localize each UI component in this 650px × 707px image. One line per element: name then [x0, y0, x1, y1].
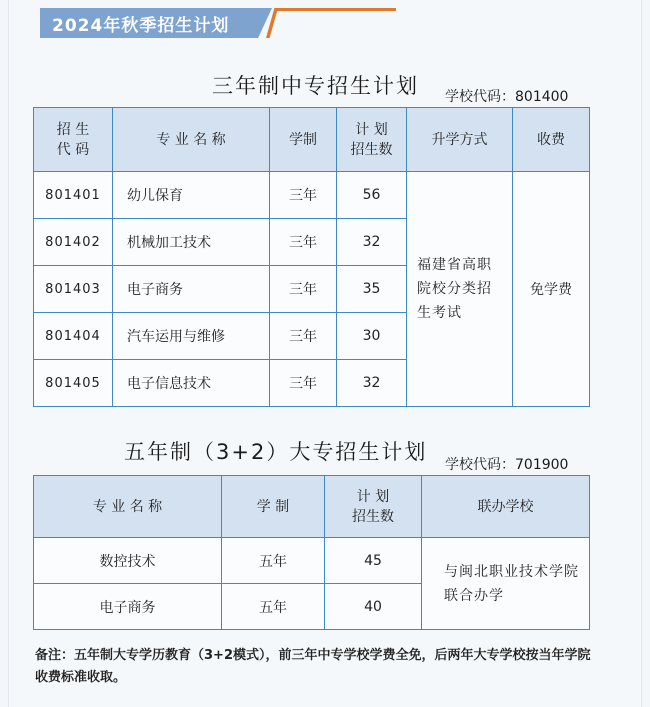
- duration: 三年: [270, 172, 337, 219]
- major-name: 电子商务: [34, 584, 222, 630]
- header-major-name: 专 业 名 称: [113, 108, 270, 172]
- major-name: 电子商务: [113, 266, 270, 313]
- header-enroll-code-line1: 招 生: [56, 121, 90, 138]
- plan2-header-row: [34, 476, 590, 538]
- plan-count: 32: [337, 219, 407, 266]
- plan-count: 40: [325, 584, 422, 630]
- enroll-code: 801405: [34, 360, 113, 407]
- duration: 三年: [270, 266, 337, 313]
- duration: 五年: [222, 584, 325, 630]
- header-duration: 学 制: [222, 476, 325, 538]
- header-enroll-code-line2: 代 码: [56, 141, 90, 158]
- partner-school: 与闽北职业技术学院联合办学: [422, 538, 590, 630]
- table-row: [34, 538, 590, 584]
- header-plan-count-line2: 招生数: [350, 141, 393, 158]
- major-name: 数控技术: [34, 538, 222, 584]
- header-plan-count-line1: 计 划: [355, 121, 388, 138]
- admission-method: 福建省高职院校分类招生考试: [407, 172, 513, 407]
- banner-accent-line: [276, 8, 396, 11]
- plan-count: 45: [325, 538, 422, 584]
- enroll-code: 801402: [34, 219, 113, 266]
- duration: 三年: [270, 219, 337, 266]
- major-name: 汽车运用与维修: [113, 313, 270, 360]
- header-admission-method: 升学方式: [407, 108, 513, 172]
- plan1-title: 三年制中专招生计划: [212, 74, 419, 98]
- plan1-header-row: [34, 108, 590, 172]
- header-fee: 收费: [513, 108, 590, 172]
- enroll-code: 801401: [34, 172, 113, 219]
- duration: 三年: [270, 313, 337, 360]
- enroll-code: 801403: [34, 266, 113, 313]
- header-partner-school: 联办学校: [422, 476, 590, 538]
- fee-value: 免学费: [513, 172, 590, 407]
- plan2-table: [33, 475, 590, 630]
- plan-count: 32: [337, 360, 407, 407]
- plan2-school-code: 学校代码：701900: [445, 457, 569, 473]
- header-duration: 学制: [270, 108, 337, 172]
- plan-count: 35: [337, 266, 407, 313]
- major-name: 机械加工技术: [113, 219, 270, 266]
- plan-count: 30: [337, 313, 407, 360]
- header-enroll-code: [34, 108, 113, 172]
- table-row: [34, 172, 590, 219]
- plan2-title: 五年制（3+2）大专招生计划: [124, 440, 428, 464]
- header-plan-count-line2: 招生数: [352, 508, 394, 525]
- major-name: 电子信息技术: [113, 360, 270, 407]
- header-plan-count: [337, 108, 407, 172]
- major-name: 幼儿保育: [113, 172, 270, 219]
- plan1-table: [33, 107, 590, 407]
- header-plan-count-line1: 计 划: [356, 488, 390, 505]
- plan-count: 56: [337, 172, 407, 219]
- enroll-code: 801404: [34, 313, 113, 360]
- banner-title: 2024年秋季招生计划: [52, 16, 230, 36]
- duration: 三年: [270, 360, 337, 407]
- header-major-name: 专 业 名 称: [34, 476, 222, 538]
- plan1-school-code: 学校代码：801400: [445, 89, 569, 105]
- duration: 五年: [222, 538, 325, 584]
- header-plan-count: [325, 476, 422, 538]
- footnote: 备注：五年制大专学历教育（3+2模式），前三年中专学校学费全免，后两年大专学校按当年学院收费标准收取。: [35, 648, 591, 685]
